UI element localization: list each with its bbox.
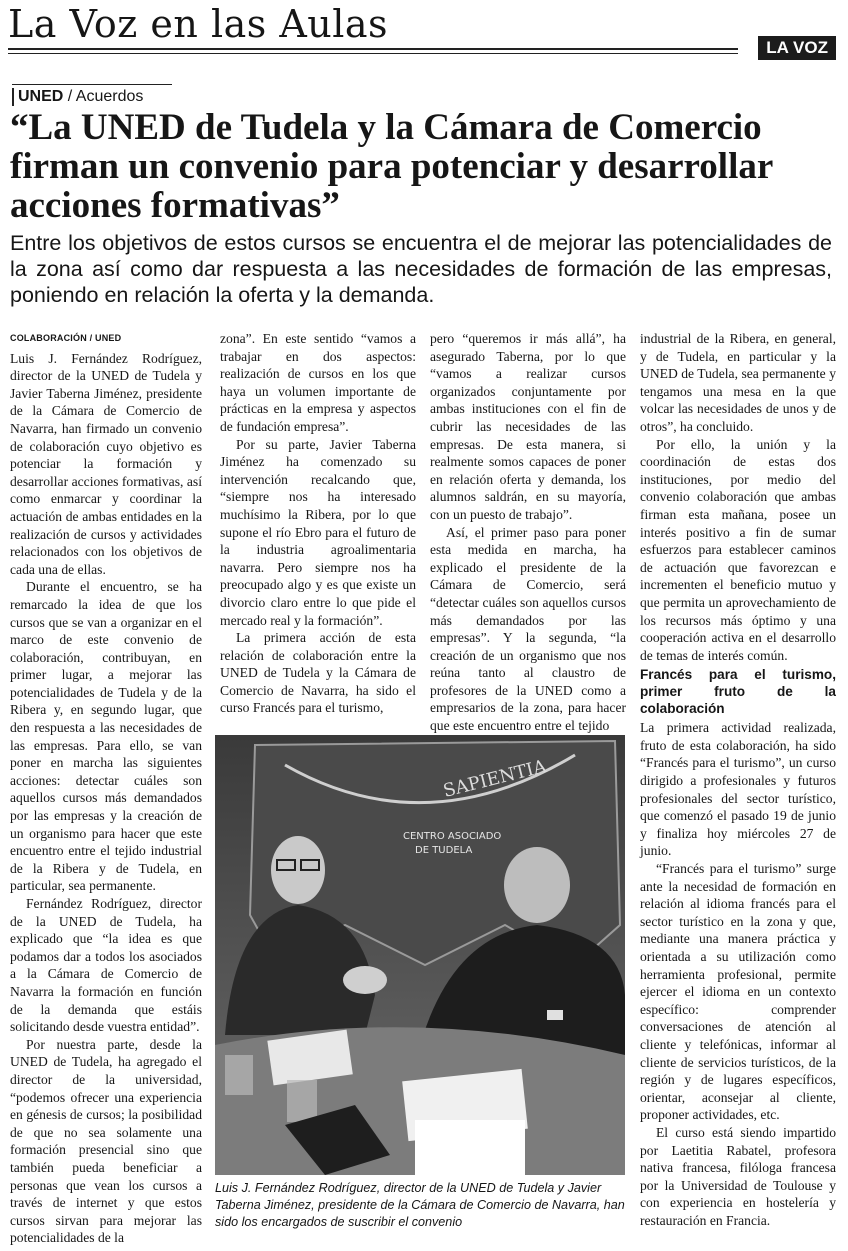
kicker (12, 88, 143, 106)
kicker-strong: UNED (18, 88, 64, 105)
paragraph: zona”. En este sentido “vamos a trabajar en dos aspectos: realización de cursos en los que haya un volumen importante de prácticas en la empresa y aspectos de fundación empresa”. (220, 331, 416, 434)
kicker-rule (12, 84, 172, 85)
right-man-head (504, 847, 570, 923)
masthead-rule (8, 48, 738, 50)
column-3 (430, 330, 626, 735)
paragraph: Luis J. Fernández Rodríguez, director de la UNED de Tudela y Javier Taberna Jiménez, presidente de la Cámara de Comercio de Navarra, han firmado un convenio de colaboración cuyo objetivo es potenciar la formación y desarrollar acciones formativas, así como enmarcar y coordinar la actuación de ambas entidades en la realización de cursos y actividades relacionados con los objetivos de cada una de ellas. (10, 350, 202, 577)
paragraph: Por su parte, Javier Taberna Jiménez ha comenzado su intervención recalcando que, “siempre nos ha interesado muchísimo la Ribera, por lo que supone el río Ebro para el futuro de la industria agroalimentaria navarra. Pero siempre nos ha preocupado algo y es que existe un divorcio claro entre lo que pide el mercado real y la formación”. (220, 436, 416, 628)
section-subtitle: Francés para el turismo, primer fruto de la colaboración (640, 667, 836, 717)
paragraph: “Francés para el turismo” surge ante la necesidad de formación en relación al idioma francés para el sector turístico en la zona y que, mediante una manera práctica y orientada a su utilización como herramienta profesional, permite ejercer el idioma en un contexto específico: comprender conversaciones de atención al cliente y telefónicas, informar al cliente de servicios turísticos, de la región y de lugares específicos, orientar, aconsejar al cliente, proponer actividades, etc. (640, 861, 836, 1123)
paragraph: Por nuestra parte, desde la UNED de Tudela, ha agregado el director de la universidad, “podemos ofrecer una experiencia en génesis de cursos; la posibilidad de que no sea solamente una formación presencial sino que también pueda beneficiar a personas que vean los cursos a través de internet y que estos cursos sirvan para mejorar las potencialidades de la (10, 1036, 202, 1246)
kicker-rest: / Acuerdos (63, 88, 144, 105)
column-4 (640, 330, 836, 1230)
masthead-title: La Voz en las Aulas (8, 2, 389, 46)
paragraph: Por ello, la unión y la coordinación de estas dos instituciones, por medio del convenio colaboración que ambas firman esta mañana, posee un interés positivo a fin de sumar esfuerzos para establecer caminos de actuación que favorezcan e incrementen el beneficio mutuo y que permita un aprovechamiento de los recursos más óptimo y una cooperación activa en el desarrollo de temas de interés común. (640, 436, 836, 663)
section-badge: LA VOZ (758, 36, 836, 60)
photo-illustration (215, 735, 625, 1175)
banner-arc-text: SAPIENTIA (441, 755, 549, 802)
paragraph: El curso está siendo impartido por Laetitia Rabatel, profesora nativa francesa, filóloga francesa por la Universidad de Toulouse y con experiencia en hostelería y restauración en Francia. (640, 1124, 836, 1228)
byline: COLABORACIÓN / UNED (10, 333, 122, 343)
column-2 (220, 330, 416, 717)
headline: “La UNED de Tudela y la Cámara de Comercio firman un convenio para potenciar y desarrollar acciones formativas” (10, 107, 773, 226)
paragraph: La primera actividad realizada, fruto de esta colaboración, ha sido “Francés para el turismo”, un curso dirigido a profesionales y futuros profesionales del sector turístico, que comenzó el pasado 19 de junio y finaliza hoy miércoles 27 de junio. (640, 720, 836, 859)
banner-text-2: DE TUDELA (415, 845, 473, 856)
paragraph: pero “queremos ir más allá”, ha asegurado Taberna, por lo que “vamos a realizar cursos organizados conjuntamente por ambas instituciones con el fin de cubrir las necesidades de las empresas. De esta manera, si realmente somos capaces de poner en relación oferta y demanda, los alumnos saldrán, en su mayoría, con un puesto de trabajo”. (430, 331, 626, 522)
article-photo (215, 735, 625, 1175)
column-1 (10, 330, 202, 1247)
subhead: Entre los objetivos de estos cursos se encuentra el de mejorar las potencialidades de la zona así como dar respuesta a las necesidades de formación de las empresas, poniendo en relación la oferta y la demanda. (10, 231, 832, 307)
paragraph: Durante el encuentro, se ha remarcado la idea de que los cursos que se van a organizar en el marco de este convenio de colaboración, contribuyan, en primer lugar, a mejorar las potencialidades de Tudela y de la Ribera y, en segundo lugar, que den respuesta a las necesidades de las empresas. Para ello, se van poner en marcha las siguientes acciones: detectar cuáles son aquellos cursos más demandados por las empresas y la creación de un organismo para hacer que este encuentro entre el tejido industrial de la Ribera y de Tudela, en particular, sea permanente. (10, 579, 202, 894)
paragraph: industrial de la Ribera, en general, y de Tudela, en particular y la UNED de Tudela, sea permanente y tengamos una mesa en la que volcar las necesidades de unos y de otros”, ha concluido. (640, 331, 836, 434)
paragraph: La primera acción de esta relación de colaboración entre la UNED de Tudela y la Cámara de Comercio de Navarra, ha sido el curso Francés para el turismo, (220, 630, 416, 716)
paragraph: Así, el primer paso para poner esta medida en marcha, ha explicado el presidente de la Cámara de Comercio, será “detectar cuáles son aquellos cursos más demandados por las empresas”. Y la segunda, “la creación de un organismo que nos reúna tanto al claustro de profesores de la UNED como a empresarios de la zona, para hacer que este encuentro entre el tejido (430, 524, 626, 734)
handshake (343, 966, 387, 994)
paragraph: Fernández Rodríguez, director de la UNED de Tudela, ha explicado que “la idea es que podamos dar a todos los asociados a la Cámara de Comercio de Navarra la formación en función de la demanda que estáis solicitando desde vuestra entidad”. (10, 896, 202, 1035)
banner-text-1: CENTRO ASOCIADO (403, 831, 502, 842)
photo-caption: Luis J. Fernández Rodríguez, director de la UNED de Tudela y Javier Taberna Jiménez, presidente de la Cámara de Comercio de Navarra, han sido los encargados de suscribir el convenio (215, 1181, 625, 1229)
masthead-rule-thin (8, 53, 738, 54)
